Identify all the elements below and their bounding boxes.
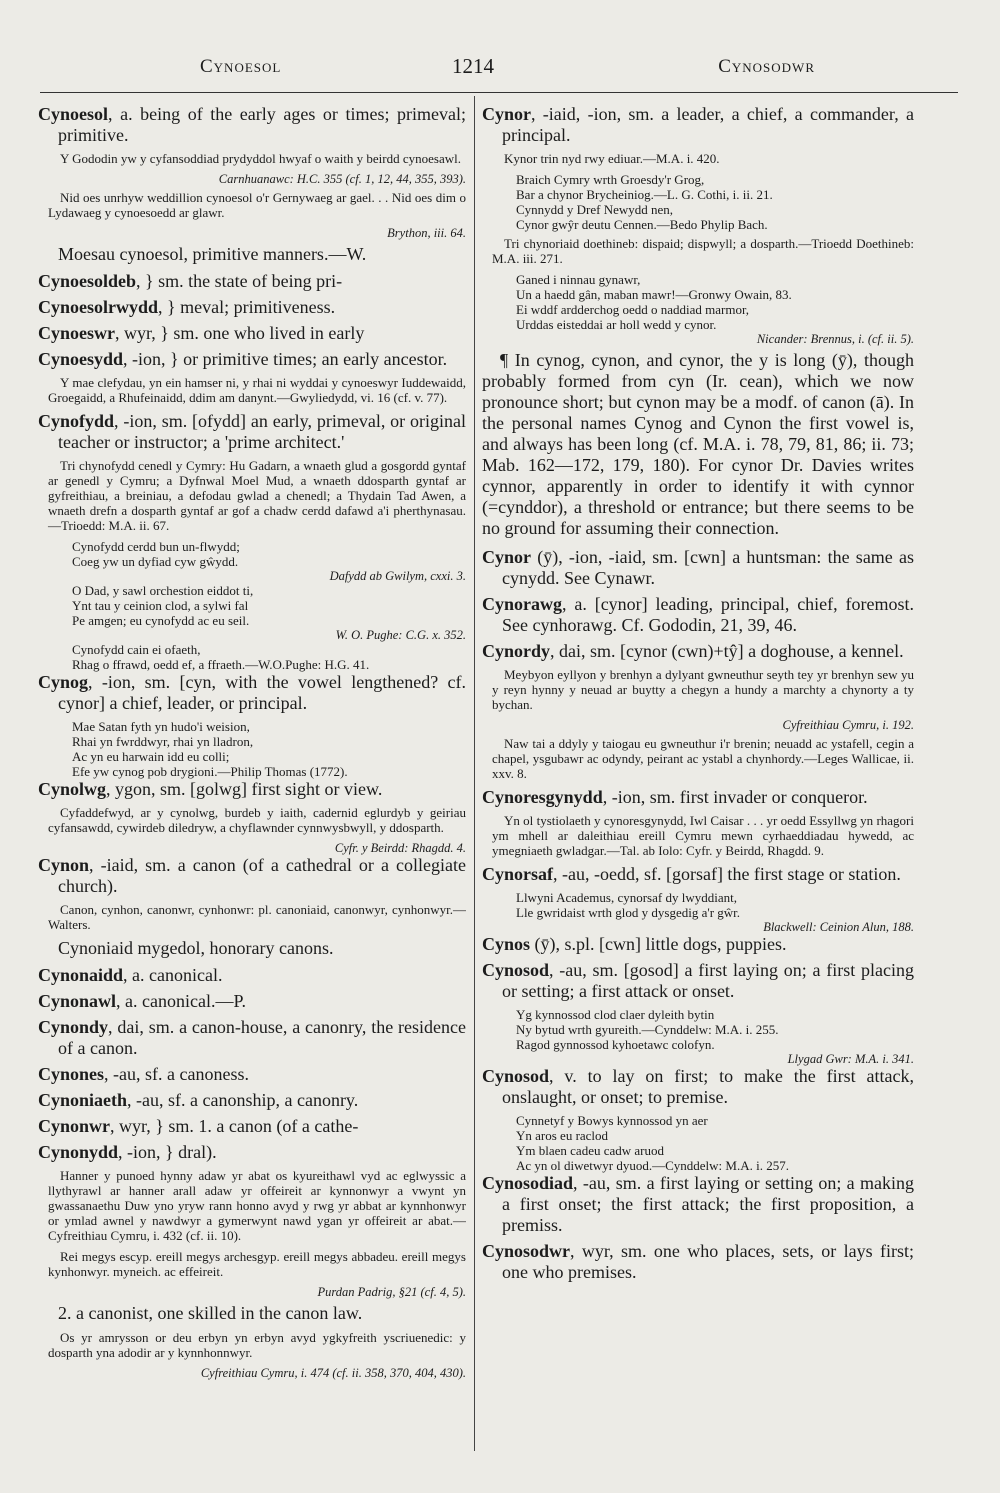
dictionary-entry: Cynoesydd, -ion, } or primitive times; an early ancestor. <box>38 349 448 369</box>
verse-line: Llwyni Academus, cynorsaf dy lwyddiant, <box>516 890 737 905</box>
verse-line: Rhai yn fwrddwyr, rhai yn lladron, <box>72 734 254 749</box>
verse-line: Lle gwridaist wrth glod y dysgedig a'r gŵr. <box>516 905 741 920</box>
quotation: Kynor trin nyd rwy ediuar.—M.A. i. 420. <box>504 151 720 166</box>
column-divider <box>474 96 475 1451</box>
dictionary-entry: Cynoeswr, wyr, } sm. one who lived in early <box>38 323 365 343</box>
sub-sense: 2. a canonist, one skilled in the canon law. <box>58 1303 363 1323</box>
verse-line: Cynofydd cain ei ofaeth, <box>72 642 201 657</box>
verse-line: Ei wddf ardderchog oedd o naddiad marmor, <box>516 302 750 317</box>
verse-line: Coeg yw un dyfiad cyw gŵydd. <box>72 554 239 569</box>
headword: Cynorsaf <box>482 864 553 884</box>
dictionary-entry: Cynondy, dai, sm. a canon-house, a canonry, the residence of a canon. <box>38 1017 466 1058</box>
dictionary-entry: Cynofydd, -ion, sm. [ofydd] an early, primeval, or original teacher or instructor; a 'prime architect.' <box>38 411 466 452</box>
verse-line: Cynnetyf y Bowys kynnossod yn aer <box>516 1113 708 1128</box>
page-header <box>40 50 960 90</box>
dictionary-entry: Cynorsaf, -au, -oedd, sf. [gorsaf] the first stage or station. <box>482 864 901 884</box>
dictionary-entry: Cynoresgynydd, -ion, sm. first invader or conqueror. <box>482 787 868 807</box>
dictionary-entry: Cynonawl, a. canonical.—P. <box>38 991 246 1011</box>
dictionary-entry: Cynordy, dai, sm. [cynor (cwn)+tŷ] a doghouse, a kennel. <box>482 641 904 661</box>
quotation: Rei megys escyp. ereill megys archesgyp. ereill megys abbadeu. ereill megys kynhonwyr. myneich. ac effeireit. <box>48 1249 466 1279</box>
verse-line: Yg kynnossod clod claer dyleith bytin <box>516 1007 715 1022</box>
headword: Cynon <box>38 855 90 875</box>
citation: Carnhuanawc: H.C. 355 (cf. 1, 12, 44, 355, 393). <box>218 172 466 186</box>
header-rule <box>40 92 958 93</box>
headword: Cynoresgynydd <box>482 787 603 807</box>
dictionary-entry: Cynosod, v. to lay on first; to make the first attack, onslaught, or onset; to premise. <box>482 1066 914 1107</box>
left-column <box>38 104 466 1459</box>
headword: Cynoesol <box>38 104 109 124</box>
citation: W. O. Pughe: C.G. x. 352. <box>335 628 466 642</box>
verse-line: Cynofydd cerdd bun un-flwydd; <box>72 539 240 554</box>
verse-line: Ganed i ninnau gynawr, <box>516 272 641 287</box>
dictionary-entry: Cynoniaeth, -au, sf. a canonship, a canonry. <box>38 1090 359 1110</box>
headword: Cynordy <box>482 641 551 661</box>
headword: Cynog <box>38 672 89 692</box>
citation: Llygad Gwr: M.A. i. 341. <box>787 1052 914 1066</box>
headword: Cynosod <box>482 1066 550 1086</box>
headword: Cynorawg <box>482 594 562 614</box>
headword: Cynos <box>482 934 531 954</box>
verse-line: Bar a chynor Brycheiniog.—L. G. Cothi, i. ii. 21. <box>516 187 773 202</box>
headword: Cynonydd <box>38 1142 119 1162</box>
citation: Blackwell: Ceinion Alun, 188. <box>763 920 914 934</box>
headword: Cynoesydd <box>38 349 124 369</box>
verse-line: Ny bytud wrth gyureith.—Cynddelw: M.A. i. 255. <box>516 1022 779 1037</box>
headword: Cynor <box>482 547 531 567</box>
dictionary-entry: Cynonaidd, a. canonical. <box>38 965 223 985</box>
quotation: Cyfaddefwyd, ar y cynolwg, burdeb y iaith, cadernid eglurdyb y geiriau cyfansawdd, cywirdeb diledryw, a chyflawnder cynnwysbwyll, y ddosparth. <box>48 805 466 835</box>
verse-line: Ac yn eu harwain idd eu colli; <box>72 749 230 764</box>
verse-line: Urddas eisteddai ar holl wedd y cynor. <box>516 317 717 332</box>
verse-line: Cynor gwŷr deutu Cennen.—Bedo Phylip Bach. <box>516 217 768 232</box>
verse-line: Pe amgen; eu cynofydd ac eu seil. <box>72 613 250 628</box>
citation: Purdan Padrig, §21 (cf. 4, 5). <box>317 1285 466 1299</box>
verse-line: Mae Satan fyth yn hudo'i weision, <box>72 719 250 734</box>
verse-line: O Dad, y sawl orchestion eiddot ti, <box>72 583 254 598</box>
verse-line: Braich Cymry wrth Groesdy'r Grog, <box>516 172 705 187</box>
verse-line: Ac yn ol diwetwyr dyuod.—Cynddelw: M.A. i. 257. <box>516 1158 789 1173</box>
dictionary-entry: Cynones, -au, sf. a canoness. <box>38 1064 249 1084</box>
dictionary-entry: Cynoesolrwydd, } meval; primitiveness. <box>38 297 336 317</box>
citation: Cyfreithiau Cymru, i. 474 (cf. ii. 358, 370, 404, 430). <box>200 1366 466 1380</box>
headword: Cynosodwr <box>482 1241 571 1261</box>
headword: Cynofydd <box>38 411 115 431</box>
headword: Cynones <box>38 1064 105 1084</box>
headword: Cynondy <box>38 1017 109 1037</box>
citation: Cyfr. y Beirdd: Rhagdd. 4. <box>334 841 466 855</box>
sub-sense: Moesau cynoesol, primitive manners.—W. <box>58 244 367 264</box>
headword: Cynoesolrwydd <box>38 297 159 317</box>
verse-line: Efe yw cynog pob drygioni.—Philip Thomas (1772). <box>72 764 348 779</box>
quotation: Os yr amrysson or deu erbyn yn erbyn avyd ygkyfreith yscriuenedic: y dosparth yna adodir ar y kynnhonnwyr. <box>48 1330 466 1360</box>
headword: Cynonwr <box>38 1116 111 1136</box>
verse-line: Ragod gynnossod kyhoetawc colofyn. <box>516 1037 715 1052</box>
dictionary-entry: Cynoesoldeb, } sm. the state of being pri- <box>38 271 343 291</box>
dictionary-entry: Cynosodwr, wyr, sm. one who places, sets, or lays first; one who premises. <box>482 1241 914 1282</box>
usage-note: ¶ In cynog, cynon, and cynor, the y is long (ȳ), though probably formed from cyn (Ir. cean), which we now pronounce short; but cynon may be a modf. of canon (ā). In the personal names Cynog and Cynon the first vowel is, and always has been long (cf. M.A. i. 78, 79, 81, 86; ii. 73; Mab. 162—172, 179, 180). For cynor Dr. Davies writes cynnor, apparently in order to identify it with cynnor (=cynddor), a threshold or entrance; but there seems to be no ground for assuming their connection. <box>482 350 914 538</box>
dictionary-entry: Cynos (ȳ), s.pl. [cwn] little dogs, puppies. <box>482 934 787 954</box>
dictionary-entry: Cynoesol, a. being of the early ages or times; primeval; primitive. <box>38 104 466 145</box>
dictionary-entry: Cynonwr, wyr, } sm. 1. a canon (of a cathe- <box>38 1116 359 1136</box>
verse-line: Cynnydd y Dref Newydd nen, <box>516 202 674 217</box>
citation: Nicander: Brennus, i. (cf. ii. 5). <box>756 332 914 346</box>
headword: Cynoeswr <box>38 323 115 343</box>
quotation: Nid oes unrhyw weddillion cynoesol o'r Gernywaeg ar gael. . . Nid oes dim o Lydawaeg y cynoesoedd ar glawr. <box>48 190 466 220</box>
dictionary-entry: Cynonydd, -ion, } dral). <box>38 1142 217 1162</box>
headword: Cynonaidd <box>38 965 124 985</box>
dictionary-entry: Cynor, -iaid, -ion, sm. a leader, a chief, a commander, a principal. <box>482 104 914 145</box>
dictionary-entry: Cynosod, -au, sm. [gosod] a first laying on; a first placing or setting; a first attack or onset. <box>482 960 914 1001</box>
verse-line: Ynt tau y ceinion clod, a sylwi fal <box>72 598 249 613</box>
quotation: Tri chynofydd cenedl y Cymry: Hu Gadarn, a wnaeth glud a gosgordd gyntaf ar genedl y Cymru; a Dyfnwal Moel Mud, a wnaeth ddosparth gyntaf ar gyfreithiau, a breiniau, a defodau gwlad a chenedl; a Thydain Tad Awen, a wnaeth drefn a dosparth gyntaf ar gof a chadw cerdd dafawd a'i pherthynasau.—Trioedd: M.A. ii. 67. <box>48 458 466 533</box>
headword: Cynonawl <box>38 991 117 1011</box>
dictionary-entry: Cynog, -ion, sm. [cyn, with the vowel lengthened? cf. cynor] a chief, leader, or principal. <box>38 672 466 713</box>
quotation: Hanner y punoed hynny adaw yr abat os kyureithawl vyd ac eglwyssic a llythyrawl ar hanner arall adaw yr offeireit ar kynnonwyr a vwynt yn gwassanaethu Duw yno yryw rann honno avyd y rwg yr abbat ar kynnhonwyr or ymlad awnel y nawdwyr a gymerwynt nawd ygan yr offeireit ar abat.—Cyfreithiau Cymru, i. 432 (cf. ii. 10). <box>48 1168 466 1243</box>
dictionary-entry: Cynor (ȳ), -ion, -iaid, sm. [cwn] a huntsman: the same as cynydd. See Cynawr. <box>482 547 914 588</box>
headword: Cynoniaeth <box>38 1090 128 1110</box>
running-head-right: Cynosodwr <box>718 56 815 77</box>
citation: Brython, iii. 64. <box>387 226 466 240</box>
dictionary-entry: Cynolwg, ygon, sm. [golwg] first sight or view. <box>38 779 383 799</box>
dictionary-entry: Cynorawg, a. [cynor] leading, principal, chief, foremost. See cynhorawg. Cf. Gododin, 21, 39, 46. <box>482 594 914 635</box>
headword: Cynor <box>482 104 531 124</box>
right-column <box>482 104 914 1459</box>
citation: Dafydd ab Gwilym, cxxi. 3. <box>329 569 466 583</box>
quotation: Yn ol tystiolaeth y cynoresgynydd, Iwl Caisar . . . yr oedd Essyllwg yn rhagori ym mhell ar daleithiau ereill Cymru mewn cyrhaeddiadau hywedd, ac ymegniaeth gwladgar.—Tal. ab Iolo: Cyfr. y Beirdd, Rhagdd. 9. <box>492 813 914 858</box>
quotation: Meybyon eyllyon y brenhyn a dylyant gwneuthur seyth tey yr brenhyn sew yu y reyn hynny y neuad ar buytty a chegyn a hundy a marchty a chynorty a ty bychan. <box>492 667 914 712</box>
headword: Cynosod <box>482 960 550 980</box>
verse-line: Ym blaen cadeu cadw aruod <box>516 1143 664 1158</box>
page-number: 1214 <box>452 54 494 78</box>
quotation: Y Gododin yw y cyfansoddiad prydyddol hwyaf o waith y beirdd cynoesawl. <box>60 151 461 166</box>
verse-line: Yn aros eu raclod <box>516 1128 609 1143</box>
verse-line: Un a haedd gân, maban mawr!—Gronwy Owain, 83. <box>516 287 792 302</box>
sub-sense: Cynoniaid mygedol, honorary canons. <box>58 938 334 958</box>
quotation: Canon, cynhon, canonwr, cynhonwr: pl. canoniaid, canonwyr, cynhonwyr.—Walters. <box>48 902 466 932</box>
quotation: Y mae clefydau, yn ein hamser ni, y rhai ni wyddai y cynoeswyr Iuddewaidd, Groegaidd, a Rhufeinaidd, ddim am danynt.—Gwyliedydd, vi. 16 (cf. v. 77). <box>48 375 466 405</box>
quotation: Tri chynoriaid doethineb: dispaid; dispwyll; a dosparth.—Trioedd Doethineb: M.A. iii. 271. <box>492 236 914 266</box>
quotation: Naw tai a ddyly y taiogau eu gwneuthur i'r brenin; neuadd ac ystafell, cegin a chapel, ysgubawr ac odyndy, peirant ac ystabl a chynhordy.—Leges Wallicae, ii. xxv. 8. <box>492 736 914 781</box>
citation: Cyfreithiau Cymru, i. 192. <box>782 718 914 732</box>
headword: Cynosodiad <box>482 1173 574 1193</box>
headword: Cynoesoldeb <box>38 271 137 291</box>
headword: Cynolwg <box>38 779 107 799</box>
dictionary-entry: Cynosodiad, -au, sm. a first laying or setting on; a making a first onset; the first attack; the first proposition, a premiss. <box>482 1173 914 1235</box>
dictionary-entry: Cynon, -iaid, sm. a canon (of a cathedral or a collegiate church). <box>38 855 466 896</box>
running-head-left: Cynoesol <box>200 56 282 77</box>
verse-line: Rhag o ffrawd, oedd ef, a ffraeth.—W.O.Pughe: H.G. 41. <box>72 657 370 672</box>
